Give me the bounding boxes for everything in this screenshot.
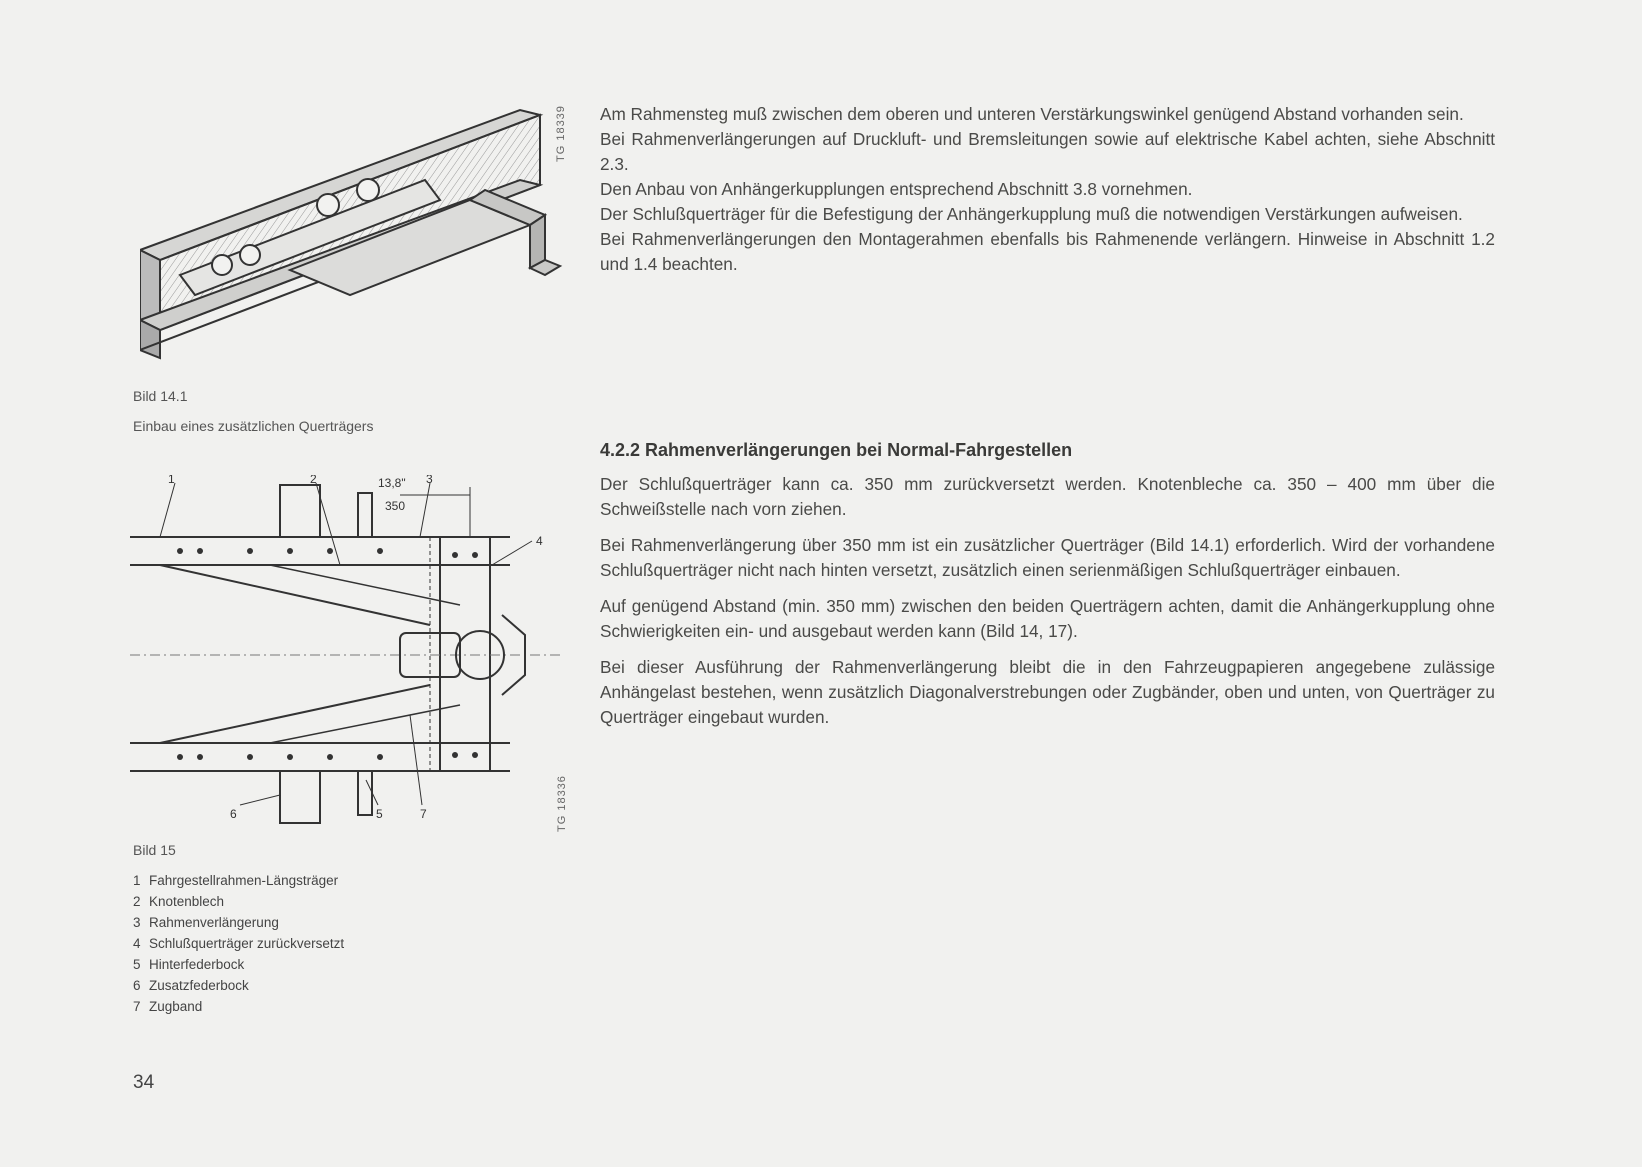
legend-item: 6 Zusatzfederbock [133,978,249,993]
intro-paragraph: Der Schlußquerträger für die Befestigung der Anhängerkupplung muß die notwendigen Verstärkungen aufweisen. [600,204,1463,224]
legend-item: 3 Rahmenverlängerung [133,915,279,930]
intro-paragraph: Am Rahmensteg muß zwischen dem oberen und unteren Verstärkungswinkel genügend Abstand vorhanden sein. [600,104,1464,124]
section-4-2-2 [600,438,1495,741]
callout-4: 4 [536,534,543,548]
callout-7: 7 [420,807,427,821]
legend-item: 4 Schlußquerträger zurückversetzt [133,936,345,951]
figure-14-1-caption-text: Einbau eines zusätzlichen Querträgers [133,418,374,434]
legend-item: 2 Knotenblech [133,894,225,909]
callout-2: 2 [310,475,317,486]
section-paragraph: Bei Rahmenverlängerung über 350 mm ist ein zusätzlicher Querträger (Bild 14.1) erforderlich. Wird der vorhandene Schlußquerträger nicht nach hinten versetzt, zusätzlich einen serienmäßigen Schlußquerträger einbauen. [600,535,1495,580]
intro-paragraph: Bei Rahmenverlängerungen auf Druckluft- und Bremsleitungen sowie auf elektrische Kabel achten, siehe Abschnitt 2.3. [600,129,1495,174]
figure-15-legend [133,870,344,1017]
page-number: 34 [133,1072,155,1093]
callout-5: 5 [376,807,383,821]
figure-15-illustration [130,475,570,835]
intro-paragraph: Den Anbau von Anhängerkupplungen entsprechend Abschnitt 3.8 vornehmen. [600,179,1193,199]
figure-14-1-caption-number: Bild 14.1 [133,388,188,404]
section-paragraph: Der Schlußquerträger kann ca. 350 mm zurückversetzt werden. Knotenbleche ca. 350 – 400 mm über die Schweißstelle nach vorn ziehen. [600,474,1495,519]
section-heading: 4.2.2 Rahmenverlängerungen bei Normal-Fahrgestellen [600,440,1073,460]
figure-15-code: TG 18336 [556,775,568,832]
figure-15-caption-number: Bild 15 [133,842,176,858]
section-paragraph: Auf genügend Abstand (min. 350 mm) zwischen den beiden Querträgern achten, damit die Anhängerkupplung ohne Schwierigkeiten ein- und ausgebaut werden kann (Bild 14, 17). [600,596,1495,641]
dimension-inch: 13,8" [378,476,406,490]
callout-6: 6 [230,807,237,821]
figure-14-1-illustration [140,90,570,380]
section-paragraph: Bei dieser Ausführung der Rahmenverlängerung bleibt die in den Fahrzeugpapieren angegebene zulässige Anhängelast bestehen, wenn zusätzlich Diagonalverstrebungen oder Zugbänder, oben und unten, von Querträger zu Querträger eingebaut wurden. [600,657,1495,727]
callout-1: 1 [168,475,175,486]
intro-paragraph: Bei Rahmenverlängerungen den Montagerahmen ebenfalls bis Rahmenende verlängern. Hinweise in Abschnitt 1.2 und 1.4 beachten. [600,229,1495,274]
intro-text [600,102,1495,277]
figure-14-1-code: TG 18339 [555,105,567,162]
legend-item: 5 Hinterfederbock [133,957,245,972]
callout-3: 3 [426,475,433,486]
dimension-mm: 350 [385,499,406,513]
legend-item: 7 Zugband [133,999,203,1014]
legend-item: 1 Fahrgestellrahmen-Längsträger [133,873,339,888]
